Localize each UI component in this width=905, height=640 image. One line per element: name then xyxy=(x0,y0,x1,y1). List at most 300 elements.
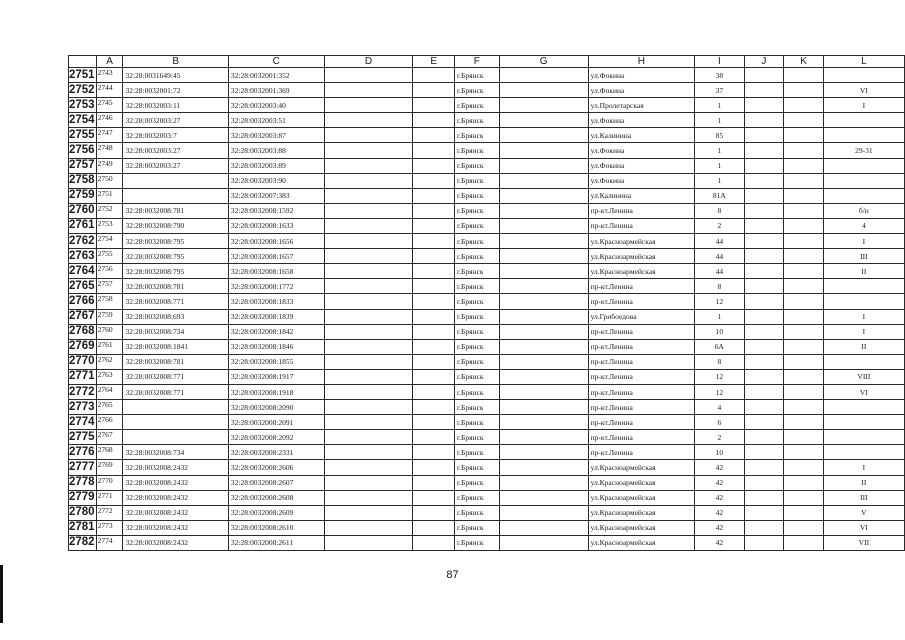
table-cell[interactable]: г.Брянск xyxy=(454,203,499,218)
table-cell[interactable]: II xyxy=(823,264,904,279)
table-cell[interactable]: 32:28:0032008:2432 xyxy=(123,460,228,475)
table-cell[interactable]: пр-кт.Ленина xyxy=(588,203,694,218)
table-cell[interactable] xyxy=(744,460,784,475)
table-cell[interactable]: 12 xyxy=(695,384,745,399)
table-cell[interactable]: 2756 xyxy=(96,264,123,279)
row-number[interactable]: 2771 xyxy=(69,369,97,384)
table-cell[interactable]: 32:28:0032001:72 xyxy=(123,83,228,98)
table-cell[interactable]: г.Брянск xyxy=(454,249,499,264)
table-cell[interactable]: 42 xyxy=(695,505,745,520)
table-cell[interactable]: 2749 xyxy=(96,158,123,173)
table-cell[interactable] xyxy=(324,384,413,399)
table-cell[interactable] xyxy=(413,188,455,203)
table-cell[interactable] xyxy=(823,294,904,309)
table-cell[interactable]: 32:28:0032008:771 xyxy=(123,294,228,309)
table-cell[interactable] xyxy=(744,234,784,249)
table-cell[interactable] xyxy=(499,400,588,415)
table-cell[interactable]: ул.Фокина xyxy=(588,83,694,98)
table-cell[interactable] xyxy=(499,203,588,218)
row-number[interactable]: 2752 xyxy=(69,83,97,98)
table-cell[interactable] xyxy=(499,309,588,324)
table-cell[interactable] xyxy=(784,264,824,279)
table-cell[interactable]: 2759 xyxy=(96,309,123,324)
table-cell[interactable] xyxy=(784,339,824,354)
table-cell[interactable] xyxy=(123,415,228,430)
table-cell[interactable]: г.Брянск xyxy=(454,339,499,354)
row-number[interactable]: 2758 xyxy=(69,173,97,188)
table-cell[interactable] xyxy=(499,188,588,203)
row-number[interactable]: 2760 xyxy=(69,203,97,218)
table-cell[interactable]: 32:28:0032008:1772 xyxy=(228,279,324,294)
table-cell[interactable]: 32:28:0032003:88 xyxy=(228,143,324,158)
table-cell[interactable] xyxy=(324,294,413,309)
table-cell[interactable] xyxy=(744,520,784,535)
row-number[interactable]: 2756 xyxy=(69,143,97,158)
table-cell[interactable]: 32:28:0032008:2432 xyxy=(123,520,228,535)
table-cell[interactable]: 32:28:0032008:2611 xyxy=(228,535,324,550)
table-cell[interactable] xyxy=(324,324,413,339)
table-cell[interactable] xyxy=(784,369,824,384)
table-cell[interactable] xyxy=(784,113,824,128)
table-cell[interactable]: 32:28:0031649:45 xyxy=(123,68,228,83)
table-cell[interactable]: 42 xyxy=(695,460,745,475)
table-cell[interactable]: 2774 xyxy=(96,535,123,550)
table-cell[interactable]: 2743 xyxy=(96,68,123,83)
table-cell[interactable] xyxy=(784,83,824,98)
table-cell[interactable] xyxy=(499,354,588,369)
table-cell[interactable] xyxy=(784,234,824,249)
table-cell[interactable]: VII xyxy=(823,535,904,550)
table-cell[interactable] xyxy=(324,264,413,279)
table-cell[interactable] xyxy=(744,218,784,233)
table-cell[interactable]: 32:28:0032003:7 xyxy=(123,128,228,143)
table-cell[interactable]: 2762 xyxy=(96,354,123,369)
table-cell[interactable] xyxy=(413,309,455,324)
table-cell[interactable]: 85 xyxy=(695,128,745,143)
table-cell[interactable] xyxy=(499,475,588,490)
table-cell[interactable] xyxy=(499,339,588,354)
table-cell[interactable] xyxy=(823,279,904,294)
table-cell[interactable] xyxy=(784,218,824,233)
table-cell[interactable]: 32:28:0032008:1855 xyxy=(228,354,324,369)
table-cell[interactable]: г.Брянск xyxy=(454,475,499,490)
table-cell[interactable]: пр-кт.Ленина xyxy=(588,400,694,415)
table-cell[interactable] xyxy=(784,173,824,188)
table-cell[interactable]: г.Брянск xyxy=(454,535,499,550)
table-cell[interactable] xyxy=(784,68,824,83)
table-cell[interactable] xyxy=(823,430,904,445)
table-cell[interactable] xyxy=(744,188,784,203)
table-cell[interactable]: 32:28:0032008:1918 xyxy=(228,384,324,399)
table-cell[interactable] xyxy=(784,535,824,550)
table-cell[interactable] xyxy=(499,384,588,399)
table-cell[interactable]: 32:28:0032008:2609 xyxy=(228,505,324,520)
row-number[interactable]: 2782 xyxy=(69,535,97,550)
table-cell[interactable]: пр-кт.Ленина xyxy=(588,324,694,339)
table-cell[interactable]: г.Брянск xyxy=(454,128,499,143)
table-cell[interactable] xyxy=(823,173,904,188)
table-cell[interactable]: 32:28:0032001:369 xyxy=(228,83,324,98)
table-cell[interactable]: 32:28:0032003:27 xyxy=(123,143,228,158)
table-cell[interactable]: ул.Фокина xyxy=(588,143,694,158)
table-cell[interactable] xyxy=(499,490,588,505)
table-cell[interactable]: г.Брянск xyxy=(454,369,499,384)
row-number[interactable]: 2777 xyxy=(69,460,97,475)
table-cell[interactable]: пр-кт.Ленина xyxy=(588,445,694,460)
table-cell[interactable]: 2751 xyxy=(96,188,123,203)
table-cell[interactable] xyxy=(499,294,588,309)
table-cell[interactable]: 4 xyxy=(823,218,904,233)
table-cell[interactable]: г.Брянск xyxy=(454,490,499,505)
table-cell[interactable]: ул.Красноармейская xyxy=(588,460,694,475)
table-cell[interactable] xyxy=(324,279,413,294)
table-cell[interactable] xyxy=(324,400,413,415)
table-cell[interactable]: 32:28:0032008:1633 xyxy=(228,218,324,233)
table-cell[interactable] xyxy=(324,369,413,384)
row-number[interactable]: 2768 xyxy=(69,324,97,339)
table-cell[interactable] xyxy=(744,415,784,430)
table-cell[interactable]: 2 xyxy=(695,430,745,445)
table-cell[interactable]: ул.Красноармейская xyxy=(588,490,694,505)
table-cell[interactable] xyxy=(324,203,413,218)
table-cell[interactable] xyxy=(499,98,588,113)
table-cell[interactable]: 4 xyxy=(695,400,745,415)
table-cell[interactable]: 2760 xyxy=(96,324,123,339)
table-cell[interactable] xyxy=(499,158,588,173)
table-cell[interactable]: 32:28:0032003:40 xyxy=(228,98,324,113)
table-cell[interactable] xyxy=(324,68,413,83)
table-cell[interactable]: 32:28:0032008:734 xyxy=(123,324,228,339)
table-cell[interactable] xyxy=(413,113,455,128)
table-cell[interactable]: 2747 xyxy=(96,128,123,143)
table-cell[interactable]: 32:28:0032008:2331 xyxy=(228,445,324,460)
column-header[interactable]: D xyxy=(324,56,413,68)
table-cell[interactable]: 32:28:0032008:1656 xyxy=(228,234,324,249)
table-cell[interactable]: V xyxy=(823,505,904,520)
row-number[interactable]: 2761 xyxy=(69,218,97,233)
table-cell[interactable]: г.Брянск xyxy=(454,415,499,430)
column-header[interactable]: G xyxy=(499,56,588,68)
table-cell[interactable]: г.Брянск xyxy=(454,294,499,309)
table-cell[interactable]: ул.Красноармейская xyxy=(588,234,694,249)
table-cell[interactable] xyxy=(413,354,455,369)
row-number[interactable]: 2776 xyxy=(69,445,97,460)
row-number[interactable]: 2767 xyxy=(69,309,97,324)
table-cell[interactable] xyxy=(413,460,455,475)
table-cell[interactable]: 1 xyxy=(695,143,745,158)
row-number[interactable]: 2770 xyxy=(69,354,97,369)
row-number[interactable]: 2772 xyxy=(69,384,97,399)
table-cell[interactable] xyxy=(413,520,455,535)
table-cell[interactable]: 32:28:0032008:795 xyxy=(123,234,228,249)
table-cell[interactable] xyxy=(499,520,588,535)
table-cell[interactable] xyxy=(413,324,455,339)
table-cell[interactable]: VI xyxy=(823,384,904,399)
table-cell[interactable] xyxy=(413,234,455,249)
table-cell[interactable] xyxy=(413,158,455,173)
table-cell[interactable]: 2746 xyxy=(96,113,123,128)
table-cell[interactable] xyxy=(823,68,904,83)
table-cell[interactable] xyxy=(413,173,455,188)
table-cell[interactable] xyxy=(324,309,413,324)
table-cell[interactable]: II xyxy=(823,339,904,354)
table-cell[interactable]: 42 xyxy=(695,490,745,505)
table-cell[interactable] xyxy=(784,203,824,218)
row-number[interactable]: 2774 xyxy=(69,415,97,430)
table-cell[interactable] xyxy=(499,460,588,475)
table-cell[interactable]: 32:28:0032008:1592 xyxy=(228,203,324,218)
table-cell[interactable]: 44 xyxy=(695,234,745,249)
table-cell[interactable]: 32:28:0032008:781 xyxy=(123,203,228,218)
table-cell[interactable] xyxy=(744,83,784,98)
table-cell[interactable] xyxy=(499,218,588,233)
table-cell[interactable]: 8 xyxy=(695,203,745,218)
row-number[interactable]: 2757 xyxy=(69,158,97,173)
table-cell[interactable]: г.Брянск xyxy=(454,143,499,158)
table-cell[interactable]: VI xyxy=(823,520,904,535)
table-cell[interactable]: г.Брянск xyxy=(454,354,499,369)
table-cell[interactable]: 32:28:0032008:2432 xyxy=(123,535,228,550)
table-cell[interactable]: пр-кт.Ленина xyxy=(588,339,694,354)
table-cell[interactable] xyxy=(744,490,784,505)
table-cell[interactable]: 44 xyxy=(695,249,745,264)
table-cell[interactable] xyxy=(324,475,413,490)
table-cell[interactable]: 32:28:0032008:771 xyxy=(123,369,228,384)
row-number[interactable]: 2751 xyxy=(69,68,97,83)
table-cell[interactable]: г.Брянск xyxy=(454,98,499,113)
table-cell[interactable]: ул.Красноармейская xyxy=(588,264,694,279)
table-cell[interactable]: I xyxy=(823,309,904,324)
table-cell[interactable]: 32:28:0032008:1658 xyxy=(228,264,324,279)
table-cell[interactable]: III xyxy=(823,249,904,264)
row-number[interactable]: 2779 xyxy=(69,490,97,505)
table-cell[interactable]: г.Брянск xyxy=(454,445,499,460)
table-cell[interactable]: 32:28:0032008:2610 xyxy=(228,520,324,535)
table-cell[interactable]: VI xyxy=(823,83,904,98)
table-cell[interactable]: г.Брянск xyxy=(454,324,499,339)
table-cell[interactable] xyxy=(324,143,413,158)
table-cell[interactable] xyxy=(744,113,784,128)
table-cell[interactable]: I xyxy=(823,460,904,475)
table-cell[interactable]: г.Брянск xyxy=(454,83,499,98)
table-cell[interactable] xyxy=(823,128,904,143)
table-cell[interactable]: 32:28:0032003:51 xyxy=(228,113,324,128)
table-cell[interactable] xyxy=(413,264,455,279)
table-cell[interactable]: 2769 xyxy=(96,460,123,475)
table-cell[interactable]: ул.Грибоедова xyxy=(588,309,694,324)
table-cell[interactable] xyxy=(413,68,455,83)
table-cell[interactable] xyxy=(324,520,413,535)
table-cell[interactable]: 32:28:0032008:1833 xyxy=(228,294,324,309)
table-cell[interactable] xyxy=(784,460,824,475)
table-cell[interactable] xyxy=(499,430,588,445)
table-cell[interactable] xyxy=(324,445,413,460)
table-cell[interactable]: 2763 xyxy=(96,369,123,384)
table-cell[interactable]: 32:28:0032008:2432 xyxy=(123,475,228,490)
table-cell[interactable] xyxy=(744,68,784,83)
table-cell[interactable]: г.Брянск xyxy=(454,520,499,535)
table-cell[interactable] xyxy=(784,158,824,173)
table-cell[interactable] xyxy=(413,143,455,158)
table-cell[interactable]: I xyxy=(823,234,904,249)
table-cell[interactable]: 32:28:0032008:2607 xyxy=(228,475,324,490)
table-cell[interactable]: 2765 xyxy=(96,400,123,415)
table-cell[interactable] xyxy=(784,324,824,339)
table-cell[interactable] xyxy=(744,128,784,143)
table-cell[interactable] xyxy=(784,445,824,460)
column-header[interactable]: F xyxy=(454,56,499,68)
table-cell[interactable] xyxy=(499,535,588,550)
table-cell[interactable]: 2750 xyxy=(96,173,123,188)
table-cell[interactable] xyxy=(324,460,413,475)
table-cell[interactable]: 2745 xyxy=(96,98,123,113)
table-cell[interactable] xyxy=(823,415,904,430)
table-cell[interactable]: г.Брянск xyxy=(454,460,499,475)
table-cell[interactable] xyxy=(499,279,588,294)
table-cell[interactable]: II xyxy=(823,475,904,490)
table-cell[interactable] xyxy=(413,83,455,98)
table-cell[interactable] xyxy=(324,249,413,264)
table-cell[interactable] xyxy=(784,415,824,430)
table-cell[interactable]: 32:28:0032008:2092 xyxy=(228,430,324,445)
table-cell[interactable]: 32:28:0032003:89 xyxy=(228,158,324,173)
row-number[interactable]: 2775 xyxy=(69,430,97,445)
table-cell[interactable]: 32:28:0032003:87 xyxy=(228,128,324,143)
table-cell[interactable] xyxy=(744,203,784,218)
table-cell[interactable] xyxy=(744,173,784,188)
table-cell[interactable]: ул.Красноармейская xyxy=(588,475,694,490)
table-cell[interactable]: 2754 xyxy=(96,234,123,249)
table-cell[interactable]: ул.Фокина xyxy=(588,113,694,128)
column-header[interactable] xyxy=(69,56,97,68)
table-cell[interactable] xyxy=(413,430,455,445)
table-cell[interactable]: 32:28:0032008:2608 xyxy=(228,490,324,505)
table-cell[interactable] xyxy=(744,430,784,445)
table-cell[interactable] xyxy=(499,173,588,188)
table-cell[interactable] xyxy=(784,309,824,324)
table-cell[interactable] xyxy=(499,68,588,83)
table-cell[interactable]: ул.Фокина xyxy=(588,68,694,83)
table-cell[interactable]: 32:28:0032008:2432 xyxy=(123,490,228,505)
table-cell[interactable] xyxy=(413,535,455,550)
row-number[interactable]: 2765 xyxy=(69,279,97,294)
table-cell[interactable] xyxy=(499,415,588,430)
table-cell[interactable]: 2753 xyxy=(96,218,123,233)
table-cell[interactable] xyxy=(784,430,824,445)
table-cell[interactable] xyxy=(499,143,588,158)
table-cell[interactable]: 32:28:0032008:2090 xyxy=(228,400,324,415)
table-cell[interactable] xyxy=(123,430,228,445)
table-cell[interactable] xyxy=(499,83,588,98)
table-cell[interactable]: 32:28:0032008:1846 xyxy=(228,339,324,354)
table-cell[interactable]: пр-кт.Ленина xyxy=(588,354,694,369)
table-cell[interactable] xyxy=(324,113,413,128)
table-cell[interactable]: 81А xyxy=(695,188,745,203)
table-cell[interactable]: 32:28:0032008:1657 xyxy=(228,249,324,264)
table-cell[interactable] xyxy=(324,188,413,203)
table-cell[interactable]: г.Брянск xyxy=(454,505,499,520)
table-cell[interactable]: III xyxy=(823,490,904,505)
table-cell[interactable] xyxy=(823,113,904,128)
table-cell[interactable] xyxy=(744,264,784,279)
table-cell[interactable] xyxy=(744,158,784,173)
table-cell[interactable] xyxy=(744,324,784,339)
table-cell[interactable]: г.Брянск xyxy=(454,264,499,279)
table-cell[interactable] xyxy=(324,83,413,98)
table-cell[interactable] xyxy=(744,535,784,550)
table-cell[interactable]: 44 xyxy=(695,264,745,279)
table-cell[interactable]: пр-кт.Ленина xyxy=(588,294,694,309)
table-cell[interactable]: 2768 xyxy=(96,445,123,460)
table-cell[interactable]: г.Брянск xyxy=(454,68,499,83)
table-cell[interactable] xyxy=(499,445,588,460)
table-cell[interactable] xyxy=(499,249,588,264)
table-cell[interactable] xyxy=(784,294,824,309)
table-cell[interactable] xyxy=(784,354,824,369)
table-cell[interactable] xyxy=(744,354,784,369)
table-cell[interactable] xyxy=(413,475,455,490)
table-cell[interactable]: г.Брянск xyxy=(454,279,499,294)
table-cell[interactable] xyxy=(744,309,784,324)
table-cell[interactable]: 32:28:0032008:795 xyxy=(123,249,228,264)
table-cell[interactable]: г.Брянск xyxy=(454,234,499,249)
table-cell[interactable]: пр-кт.Ленина xyxy=(588,279,694,294)
table-cell[interactable]: пр-кт.Ленина xyxy=(588,369,694,384)
row-number[interactable]: 2773 xyxy=(69,400,97,415)
table-cell[interactable] xyxy=(784,188,824,203)
table-cell[interactable]: 2772 xyxy=(96,505,123,520)
table-cell[interactable] xyxy=(413,249,455,264)
table-cell[interactable]: пр-кт.Ленина xyxy=(588,430,694,445)
table-cell[interactable] xyxy=(413,128,455,143)
table-cell[interactable] xyxy=(413,279,455,294)
column-header[interactable]: A xyxy=(96,56,123,68)
table-cell[interactable]: 32:28:0032003:11 xyxy=(123,98,228,113)
table-cell[interactable] xyxy=(499,505,588,520)
table-cell[interactable]: г.Брянск xyxy=(454,309,499,324)
table-cell[interactable]: 2 xyxy=(695,218,745,233)
table-cell[interactable] xyxy=(324,128,413,143)
column-header[interactable]: H xyxy=(588,56,694,68)
row-number[interactable]: 2766 xyxy=(69,294,97,309)
table-cell[interactable]: ул.Красноармейская xyxy=(588,249,694,264)
table-cell[interactable]: г.Брянск xyxy=(454,218,499,233)
row-number[interactable]: 2781 xyxy=(69,520,97,535)
row-number[interactable]: 2759 xyxy=(69,188,97,203)
table-cell[interactable] xyxy=(823,354,904,369)
table-cell[interactable] xyxy=(744,505,784,520)
table-cell[interactable] xyxy=(744,339,784,354)
table-cell[interactable] xyxy=(413,98,455,113)
table-cell[interactable]: 6 xyxy=(695,415,745,430)
column-header[interactable]: I xyxy=(695,56,745,68)
table-cell[interactable] xyxy=(413,294,455,309)
table-cell[interactable] xyxy=(744,369,784,384)
table-cell[interactable] xyxy=(744,445,784,460)
table-cell[interactable] xyxy=(413,445,455,460)
table-cell[interactable]: 32:28:0032008:790 xyxy=(123,218,228,233)
table-cell[interactable]: ул.Фокина xyxy=(588,158,694,173)
table-cell[interactable]: 2770 xyxy=(96,475,123,490)
table-cell[interactable]: 32:28:0032008:1841 xyxy=(123,339,228,354)
table-cell[interactable] xyxy=(324,354,413,369)
row-number[interactable]: 2763 xyxy=(69,249,97,264)
table-cell[interactable]: 42 xyxy=(695,475,745,490)
table-cell[interactable]: 1 xyxy=(695,113,745,128)
table-cell[interactable]: 1 xyxy=(695,158,745,173)
table-cell[interactable] xyxy=(744,400,784,415)
table-cell[interactable]: 32:28:0032001:352 xyxy=(228,68,324,83)
